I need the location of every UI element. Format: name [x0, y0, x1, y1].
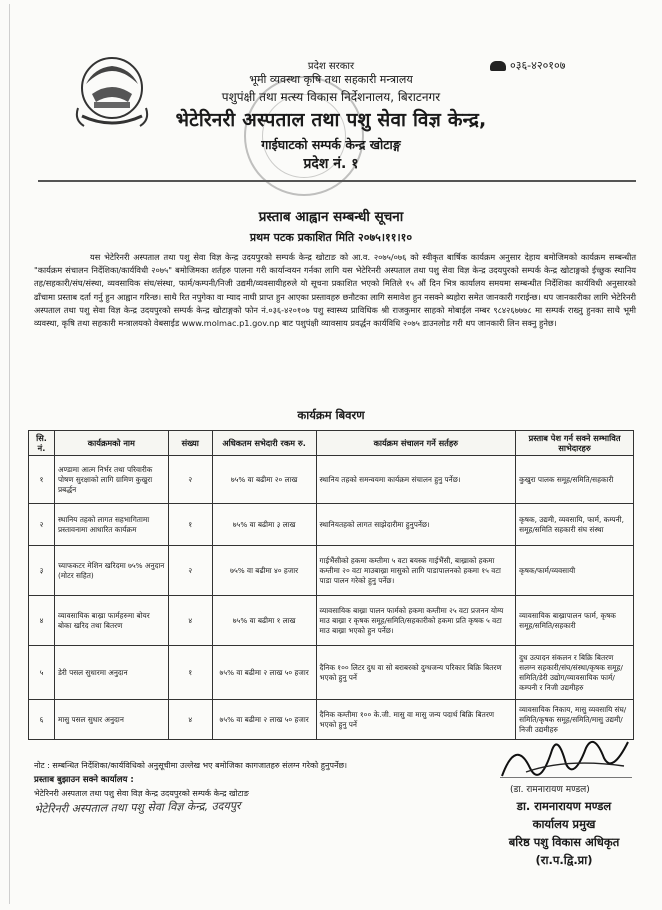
- cell-partners: व्यावसायिक निकाय, मासु व्यवसायि संघ/समिति/कृषक समूह/समिति/मासु उद्यमी/निजी उद्यमीहरु: [516, 700, 634, 740]
- cell-quantity: २: [168, 546, 212, 596]
- cell-partners: कुखुरा पालक समूह/समिति/सहकारी: [516, 456, 634, 504]
- cell-partners: कृषक/फार्म/व्यवसायी: [516, 546, 634, 596]
- letterhead-directorate: पशुपंक्षी तथा मत्स्य विकास निर्देशनालय, बिराटनगर: [221, 90, 441, 104]
- cell-amount: ७५% वा बढीमा २ लाख ५० हजार: [212, 700, 316, 740]
- cell-amount: ७५% वा बढीमा ४० हजार: [212, 546, 316, 596]
- cell-conditions: स्थानिय तहको समन्वयमा कार्यक्रम संचालन हुनु पर्नेछ।: [316, 456, 516, 504]
- letterhead-divider: [38, 180, 636, 182]
- cell-conditions: व्यावसायिक बाख्रा पालन फार्मको हकमा कम्तीमा २५ वटा प्रजनन योग्य माउ बाख्रा र कृषक समूह/समिति/सहकारीको हकमा प्रति कृषक ५ वटा माउ बाख्रा भएको हुन पर्नेछ।: [316, 596, 516, 646]
- cell-partners: कृषक, उद्यमी, व्यवसायि, फार्म, कम्पनी, समूह/समिति सहकारी संघ संस्था: [516, 504, 634, 546]
- cell-partners: दुध उत्पादन संकलन र बिक्रि बितरण सलग्न सहकारी/संघ/संस्था/कृषक समूह/समिति/डेरी उद्योग/व्यावसायिक फार्म/कम्पनी र निजी उद्यमीहरु: [516, 646, 634, 700]
- header-max-amount: अधिकतम सभेदारी रकम रु.: [212, 431, 316, 456]
- cell-program-name: डेरी पसल सुधारमा अनुदान: [54, 646, 168, 700]
- cell-quantity: १: [168, 646, 212, 700]
- cell-quantity: ४: [168, 596, 212, 646]
- cell-program-name: व्यावसायिक बाख्रा फार्महरुमा बोयर बोका खरिद तथा बितरण: [54, 596, 168, 646]
- signatory-role: कार्यालय प्रमुख: [532, 817, 596, 831]
- cell-amount: ७५% वा बढीमा २० लाख: [212, 456, 316, 504]
- cell-program-name: च्याफकटर मेशिन खरिदमा ७५% अनुदान (मोटर सहित): [54, 546, 168, 596]
- phone-text: ०३६-४२०१०७: [510, 59, 566, 72]
- header-conditions: कार्यक्रम संचालन गर्ने सर्तहरु: [316, 431, 516, 456]
- program-table: [28, 430, 634, 740]
- letterhead-contact-center: गाईघाटको सम्पर्क केन्द्र खोटाङ्ग: [261, 137, 401, 152]
- signatory-name: डा. रामनारायण मण्डल: [516, 799, 612, 813]
- cell-program-name: मासु पसल सुधार अनुदान: [54, 700, 168, 740]
- notice-paragraph: यस भेटेरिनरी अस्पताल तथा पशु सेवा विज्ञ केन्द्र उदयपुरको सम्पर्क केन्द्र खोटाङ को आ.व. २०७५/०७६ को स्वीकृत बार्षिक कार्यक्रम अनुसार देहाय बमोजिमको कार्यक्रम सम्बन्धीत "कार्यक्रम संचालन निर्देशिका/कार्यविधी २०७५" बमोजिमका शर्तहरु पालना गरी कार्यान्वयन गर्नका लागि यस भेटेरिनरी अस्पताल तथा पशु सेवा विज्ञ केन्द्र उदयपुरको सम्पर्क केन्द्र खोटाङ्गको ईच्छुक स्थानिय तह/सहकारी/संघ/संस्था, व्यवसायिक संघ/संस्था, फार्म/कम्पनी/निजी उद्यमी/व्यवसायीहरुले यो सूचना प्रकाशित भएको मितिले १५ औं दिन भित्र कार्यालय समयमा सम्बन्धीत निर्देशिका कार्यविधी अनुसारको ढाँचामा प्रस्ताब दर्ता गर्नु हुन आह्वान गरिन्छ। साथै रित नपुगेका वा म्याद नाघी प्राप्त हुन आएका प्रस्तावहरु छनौटका लागि समावेश हुन नसक्ने ब्यहोरा समेत जानकारी गराईन्छ। थप जानकारीका लागि भेटेरिनरी अस्पताल तथा पशु सेवा विज्ञ केन्द्र उदयपुरको सम्पर्क केन्द्र खोटाङ्गको फोन नं.०३६-४२०१०७ पशु स्वास्थ्य प्राविधिक श्री राजकुमार साहको मोबाईल नम्बर ९८४२६७७७८ मा सम्पर्क राख्नु हुनका साथै भूमी व्यवस्था, कृषि तथा सहकारी मन्त्रालयको वेबसाईड www.molmac.p1.gov.np बाट पशुपंक्षी व्यावसाय प्रवर्द्धन कार्यविधि २०७५ डाउनलोड गरी थप जानकारी लिन सक्नु हुनेछ।: [34, 252, 636, 329]
- cell-conditions: दैनिक कम्तीमा १०० के.जी. मासु वा मासु जन्य पदार्थ बिक्रि बितरण भएको हुनु पर्ने: [316, 700, 516, 740]
- cell-partners: व्यावसायिक बाख्रापालन फार्म, कृषक समूह/समिति/सहकारी: [516, 596, 634, 646]
- table-row: [29, 646, 634, 700]
- table-row: [29, 546, 634, 596]
- handwritten-office-address: भेटेरिनरी अस्पताल तथा पशु सेवा विज्ञ केन्द्र, उदयपुर: [33, 799, 241, 816]
- letterhead-ministry: भूमी व्यवस्था कृषि तथा सहकारी मन्त्रालय: [249, 73, 413, 86]
- cell-quantity: १: [168, 504, 212, 546]
- cell-amount: ७५% वा बढीमा २ लाख ५० हजार: [212, 646, 316, 700]
- cell-sn: ६: [29, 700, 55, 740]
- signature-line: [500, 777, 632, 778]
- letterhead-office-name: भेटेरिनरी अस्पताल तथा पशु सेवा विज्ञ केन्द्र,: [175, 109, 487, 131]
- signatory-code: (रा.प.द्वि.प्रा): [535, 853, 593, 867]
- letterhead-province-number: प्रदेश नं. १: [303, 156, 359, 172]
- notice-subtitle: प्रथम पटक प्रकाशित मिति २०७५।११।१०: [249, 231, 413, 244]
- signatory-designation: बरिष्ठ पशु विकास अधिकृत: [508, 835, 620, 849]
- cell-conditions: गाईभैंसीको हकमा कम्तीमा ५ वटा बयस्क गाईभैंसी, बाख्राको हकमा कम्तीमा २० वटा माउबाख्रा मासुको लागि पाडापालनको हकमा १५ वटा पाडा पालन गरेको हुनु पर्नेछ।: [316, 546, 516, 596]
- table-row: [29, 596, 634, 646]
- letterhead-province-gov: प्रदेश सरकार: [307, 61, 355, 72]
- cell-program-name: स्थानिय तहको लागत सहभागितामा प्रस्तावनामा आधारित कार्यक्रम: [54, 504, 168, 546]
- footer-note: नोट : सम्बन्धित निर्देशिका/कार्यविधिको अनुसूचीमा उल्लेख भए बमोजिका कागजातहरु संलग्न गरेको हुनुपर्नेछ।: [34, 761, 348, 770]
- cell-sn: ४: [29, 596, 55, 646]
- signatory-name-small: (डा. रामनारायण मण्डल): [510, 785, 590, 795]
- signature-block: [484, 797, 644, 869]
- header-sn: सि. नं.: [29, 431, 55, 456]
- cell-sn: १: [29, 456, 55, 504]
- cell-amount: ७५% वा बढीमा ३ लाख: [212, 504, 316, 546]
- table-row: [29, 456, 634, 504]
- cell-amount: ७५% वा बढीमा १ लाख: [212, 596, 316, 646]
- table-header-row: [29, 431, 634, 456]
- program-title: कार्यक्रम बिवरण: [297, 408, 365, 422]
- table-row: [29, 504, 634, 546]
- header-quantity: संख्या: [168, 431, 212, 456]
- cell-quantity: २: [168, 456, 212, 504]
- submission-office-value: भेटेरिनरी अस्पताल तथा पशु सेवा विज्ञ केन्द्र उदयपुरको सम्पर्क केन्द्र खोटाङ: [34, 789, 249, 798]
- header-program-name: कार्यक्रमको नाम: [54, 431, 168, 456]
- notice-title: प्रस्ताब आह्वान सम्बन्धी सूचना: [258, 209, 404, 225]
- cell-conditions: दैनिक १०० लिटर दुध वा सो बराबरको दुग्धजन्य परिकार बिक्रि बितरण भएको हुनु पर्ने: [316, 646, 516, 700]
- cell-sn: ३: [29, 546, 55, 596]
- cell-quantity: ४: [168, 700, 212, 740]
- cell-conditions: स्थानियतहको लागत साझेदारीमा हुनुपर्नेछ।: [316, 504, 516, 546]
- cell-sn: ५: [29, 646, 55, 700]
- cell-program-name: अण्डामा आत्म निर्भर तथा परिवारीक पोषण सुरक्षाको लागि ग्रामिण कुखुरा प्रबर्द्धन: [54, 456, 168, 504]
- cell-sn: २: [29, 504, 55, 546]
- header-partners: प्रस्ताब पेश गर्न सक्ने सम्भावित साभेदारहरु: [516, 431, 634, 456]
- submission-office-label: प्रस्ताब बुझाउन सक्ने कार्यालय :: [34, 775, 134, 785]
